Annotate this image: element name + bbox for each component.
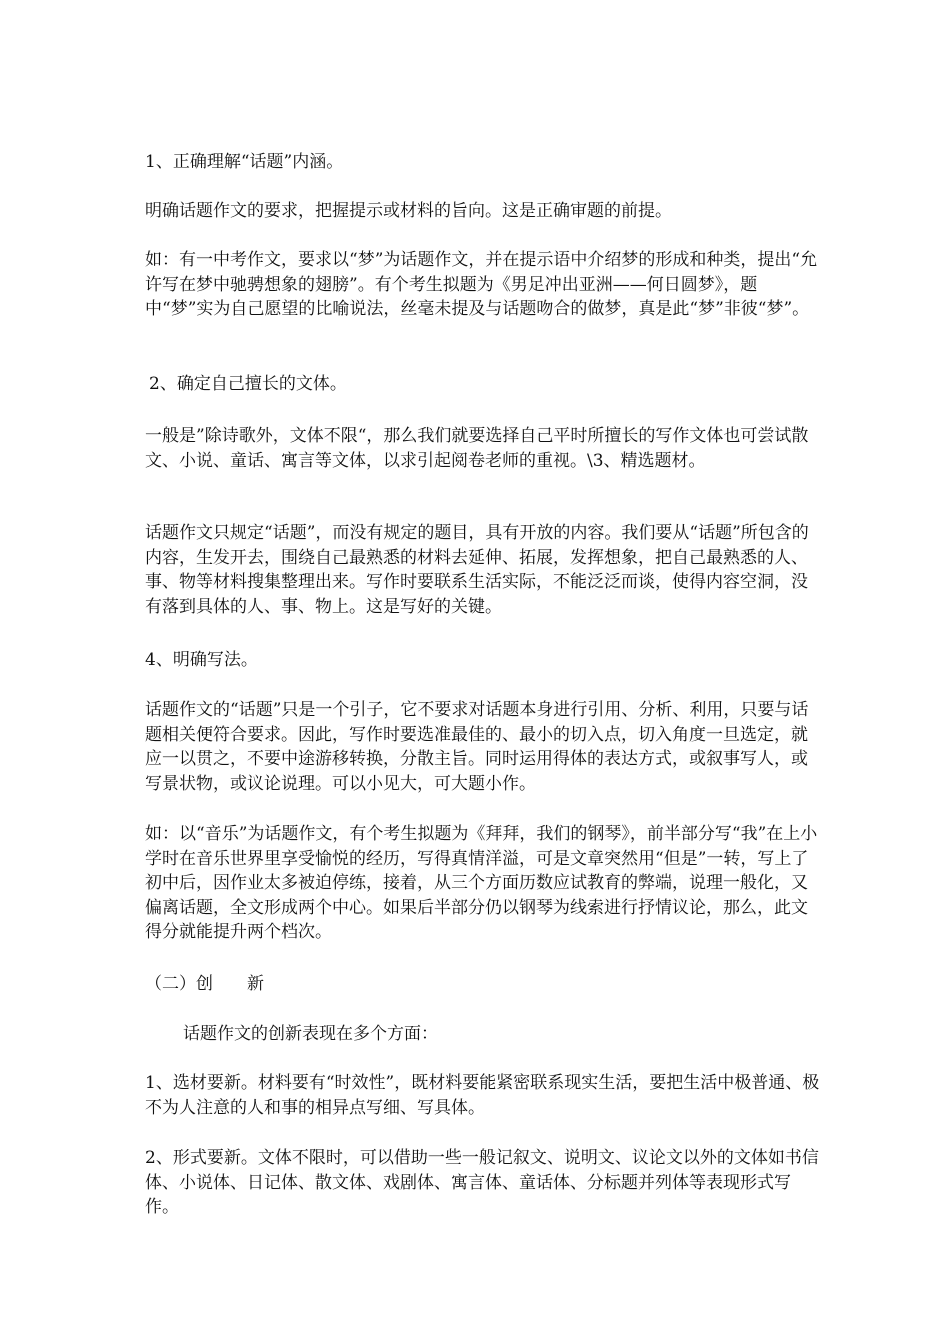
paragraph-select-material: 话题作文只规定“话题”，而没有规定的题目，具有开放的内容。我们要从“话题”所包含的内容，生发开去，围绕自己最熟悉的材料去延伸、拓展，发挥想象，把自己最熟悉的人、事、物等材料搜集整理出来。写作时要联系生活实际，不能泛泛而谈，使得内容空洞，没有落到具体的人、事、物上。这是写好的关键。: [145, 523, 809, 617]
paragraph-writing-method: 话题作文的“话题”只是一个引子，它不要求对话题本身进行引用、分析、利用，只要与话题相关便符合要求。因此，写作时要选准最佳的、最小的切入点，切入角度一旦选定，就应一以贯之，不要中途游移转换，分散主旨。同时运用得体的表达方式，或叙事写人，或写景状物，或议论说理。可以小见大，可大题小作。: [145, 700, 809, 794]
paragraph-new-material: 1、选材要新。材料要有“时效性”，既材料要能紧密联系现实生活，要把生活中极普通、极不为人注意的人和事的相异点写细、写具体。: [145, 1073, 820, 1118]
paragraph-innovation-intro: 话题作文的创新表现在多个方面：: [183, 1024, 438, 1044]
paragraph-genre: 一般是”除诗歌外，文体不限“，那么我们就要选择自己平时所擅长的写作文体也可尝试散文、小说、童话、寓言等文体，以求引起阅卷老师的重视。\3、精选题材。: [145, 426, 809, 471]
heading-writing-method: 4、明确写法。: [145, 650, 258, 670]
heading-choose-genre: 2、确定自己擅长的文体。: [149, 374, 347, 394]
heading-understand-topic: 1、正确理解“话题”内涵。: [145, 152, 344, 172]
paragraph-dream-example: 如：有一中考作文，要求以“梦”为话题作文，并在提示语中介绍梦的形成和种类，提出“允许写在梦中驰骋想象的翅膀”。有个考生拟题为《男足冲出亚洲——何日圆梦》，题中“梦”实为自己愿望的比喻说法，丝毫未提及与话题吻合的做梦，真是此“梦”非彼“梦”。: [145, 250, 818, 319]
heading-innovation: （二）创 新: [145, 974, 264, 994]
paragraph-music-example: 如：以“音乐”为话题作文，有个考生拟题为《拜拜，我们的钢琴》，前半部分写“我”在上小学时在音乐世界里享受愉悦的经历，写得真情洋溢，可是文章突然用“但是”一转，写上了初中后，因作业太多被迫停练，接着，从三个方面历数应试教育的弊端，说理一般化，又偏离话题，全文形成两个中心。如果后半部分仍以钢琴为线索进行抒情议论，那么，此文得分就能提升两个档次。: [145, 824, 818, 942]
paragraph-new-form: 2、形式要新。文体不限时，可以借助一些一般记叙文、说明文、议论文以外的文体如书信体、小说体、日记体、散文体、戏剧体、寓言体、童话体、分标题并列体等表现形式写作。: [145, 1148, 819, 1217]
paragraph-requirement: 明确话题作文的要求，把握提示或材料的旨向。这是正确审题的前提。: [145, 201, 672, 221]
